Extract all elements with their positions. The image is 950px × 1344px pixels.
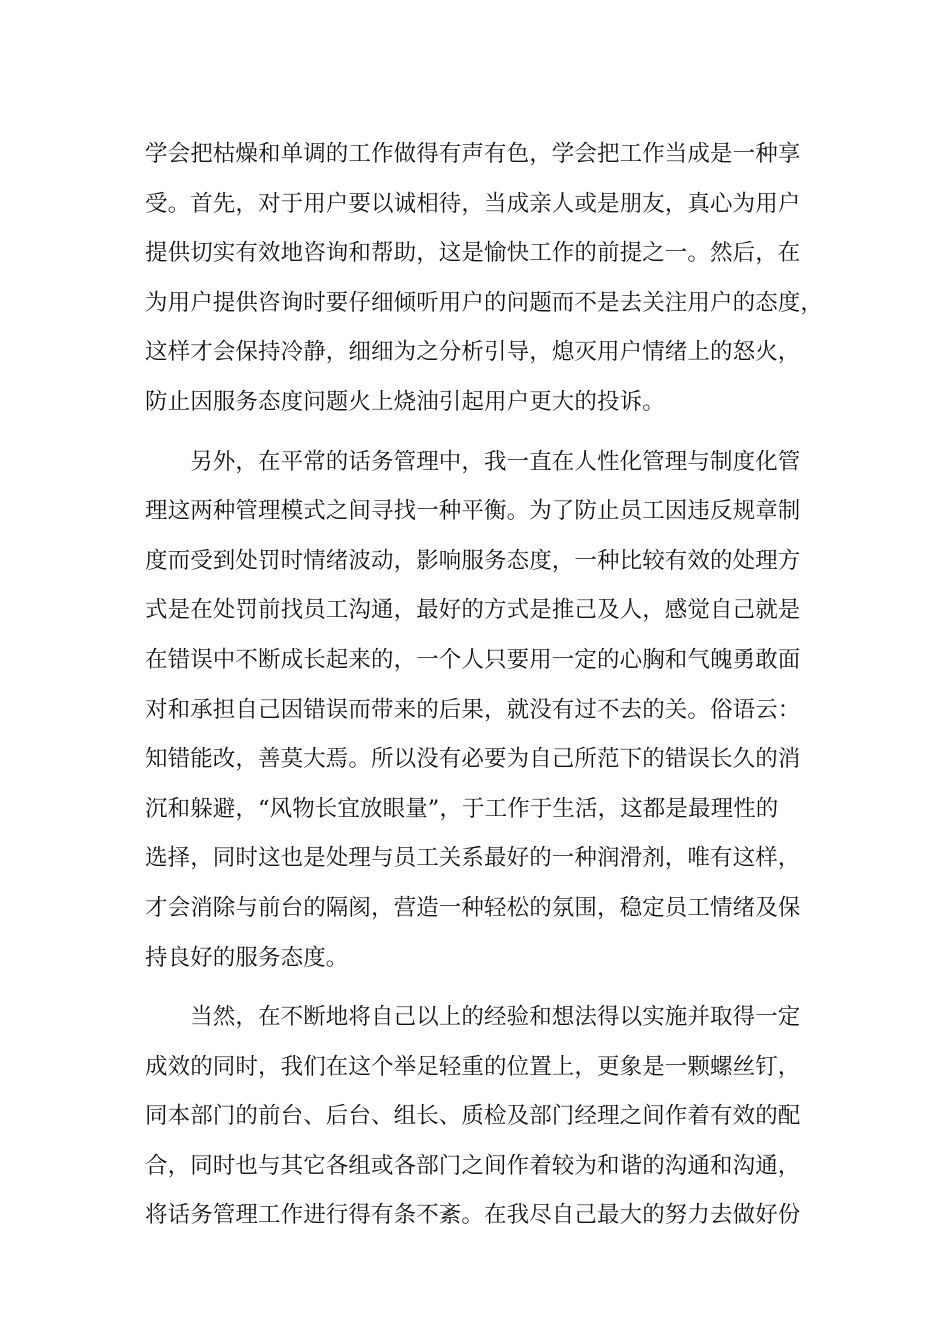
text-line: 选择，同时这也是处理与员工关系最好的一种润滑剂，唯有这样， (145, 845, 801, 872)
text-line: 将话务管理工作进行得有条不紊。在我尽自己最大的努力去做好份 (145, 1202, 801, 1229)
text-line: 同本部门的前台、后台、组长、质检及部门经理之间作着有效的配 (145, 1103, 801, 1130)
text-line: 这样才会保持冷静，细细为之分析引导，熄灭用户情绪上的怒火， (145, 339, 801, 366)
text-line: 另外，在平常的话务管理中，我一直在人性化管理与制度化管 (145, 448, 801, 475)
text-line: 在错误中不断成长起来的，一个人只要用一定的心胸和气魄勇敢面 (145, 646, 801, 673)
text-line: 式是在处罚前找员工沟通，最好的方式是推己及人，感觉自己就是 (145, 597, 801, 624)
text-line: 受。首先，对于用户要以诚相待，当成亲人或是朋友，真心为用户 (145, 190, 801, 217)
paragraph (145, 130, 825, 428)
text-line: 度而受到处罚时情绪波动，影响服务态度，一种比较有效的处理方 (145, 547, 801, 574)
paragraph-gap (145, 428, 825, 438)
text-line: 知错能改，善莫大焉。所以没有必要为自己所范下的错误长久的消 (145, 746, 801, 773)
paragraph-gap (145, 983, 825, 993)
document-body (145, 130, 825, 1241)
text-line: 合，同时也与其它各组或各部门之间作着较为和谐的沟通和沟通， (145, 1152, 801, 1179)
text-line: 防止因服务态度问题火上烧油引起用户更大的投诉。 (145, 388, 665, 415)
paragraph (145, 438, 825, 984)
text-line: 理这两种管理模式之间寻找一种平衡。为了防止员工因违反规章制 (145, 498, 801, 525)
text-line: 成效的同时，我们在这个举足轻重的位置上，更象是一颗螺丝钉， (145, 1053, 801, 1080)
text-line: 沉和躲避，“风物长宜放眼量”，于工作于生活，这都是最理性的 (145, 795, 779, 822)
text-line: 对和承担自己因错误而带来的后果，就没有过不去的关。俗语云： (145, 696, 801, 723)
text-line: 学会把枯燥和单调的工作做得有声有色，学会把工作当成是一种享 (145, 141, 801, 167)
text-line: 持良好的服务态度。 (145, 944, 349, 971)
text-line: 提供切实有效地咨询和帮助，这是愉快工作的前提之一。然后，在 (145, 240, 801, 267)
paragraph (145, 993, 825, 1241)
text-line: 为用户提供咨询时要仔细倾听用户的问题而不是去关注用户的态度， (145, 289, 824, 316)
text-line: 才会消除与前台的隔阂，营造一种轻松的氛围，稳定员工情绪及保 (145, 894, 801, 921)
text-line: 当然，在不断地将自己以上的经验和想法得以实施并取得一定 (145, 1004, 801, 1031)
